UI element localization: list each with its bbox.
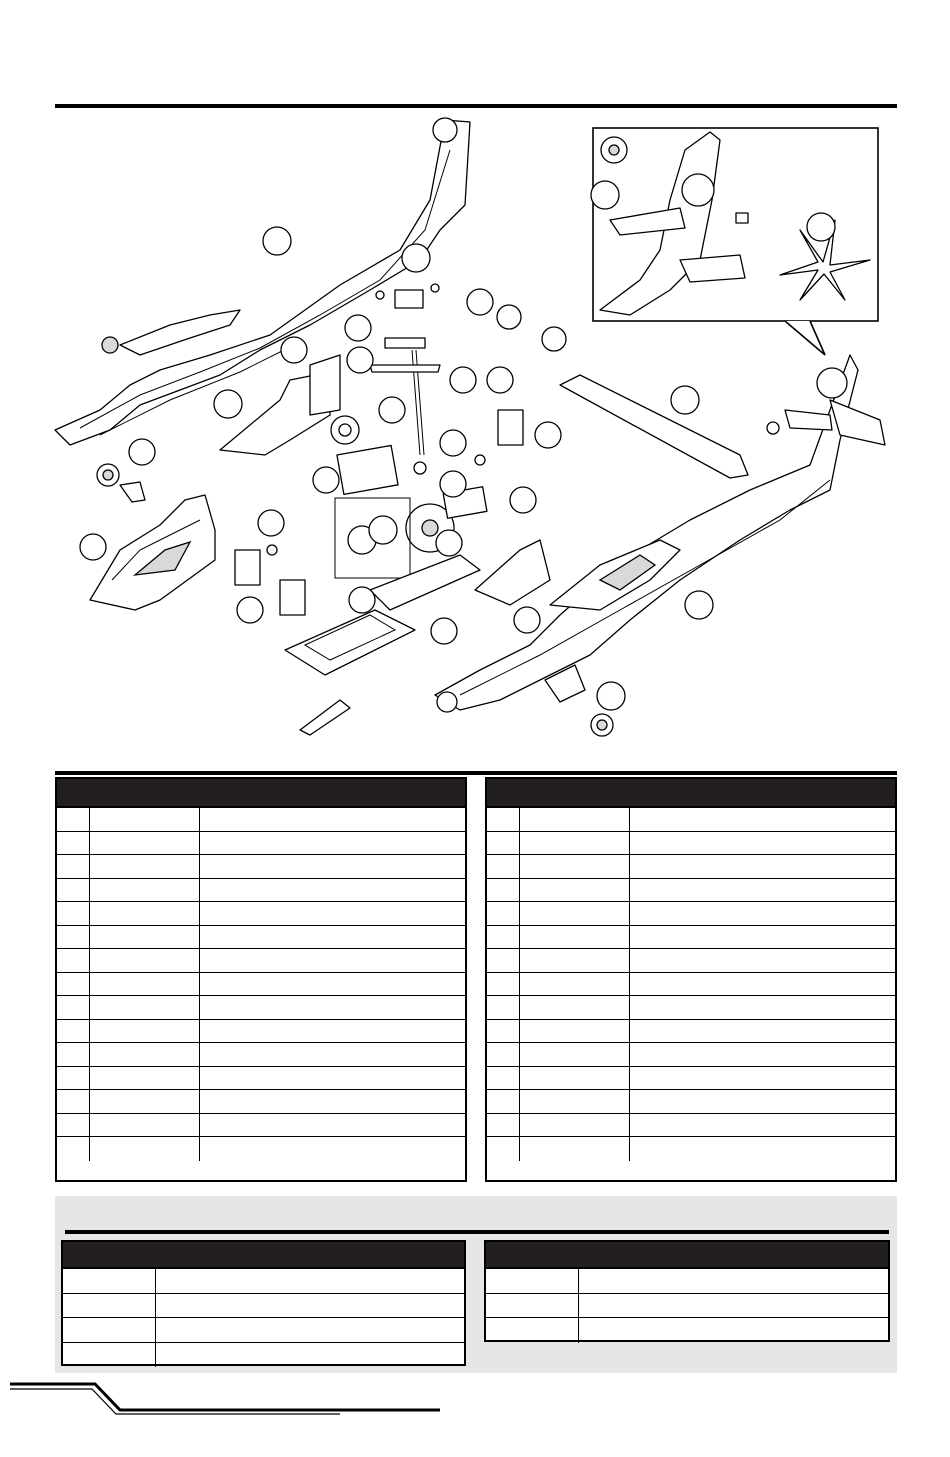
table-row	[487, 1090, 895, 1114]
callout-marker	[431, 618, 457, 644]
footer-decoration	[0, 1372, 450, 1422]
tail-detail-inset	[593, 128, 878, 355]
table-row	[57, 1114, 465, 1138]
callout-marker	[510, 487, 536, 513]
table-row	[63, 1343, 464, 1368]
callout-marker	[258, 510, 284, 536]
callout-marker	[402, 244, 430, 272]
table-row	[57, 1090, 465, 1114]
table-row	[57, 996, 465, 1020]
table-row	[57, 879, 465, 903]
table-row	[57, 808, 465, 832]
table-row	[57, 1137, 465, 1161]
table-row	[487, 996, 895, 1020]
table-row	[486, 1269, 888, 1294]
table-row	[486, 1318, 888, 1343]
callout-marker	[685, 591, 713, 619]
optional-parts-rule	[65, 1230, 889, 1234]
table-header	[486, 1242, 888, 1269]
exploded-view-diagram	[40, 110, 910, 760]
table-row	[487, 1067, 895, 1091]
callout-marker	[671, 386, 699, 414]
callout-marker	[436, 530, 462, 556]
table-row	[487, 1114, 895, 1138]
main-rotor-blade	[560, 375, 748, 478]
table-row	[57, 1067, 465, 1091]
table-row	[487, 1020, 895, 1044]
table-row	[487, 879, 895, 903]
canopy	[90, 495, 215, 610]
table-row	[57, 1020, 465, 1044]
callout-marker	[214, 390, 242, 418]
gear-set	[335, 445, 454, 578]
wheel-left	[97, 464, 145, 502]
table-row	[63, 1294, 464, 1319]
callout-marker	[450, 367, 476, 393]
callout-marker	[591, 181, 619, 209]
parts-table-left	[55, 777, 467, 1182]
table-header	[487, 779, 895, 808]
optional-table-left	[61, 1240, 466, 1366]
optional-parts-panel	[55, 1196, 897, 1373]
callout-marker	[440, 471, 466, 497]
parts-table-right	[485, 777, 897, 1182]
callout-marker	[345, 315, 371, 341]
callout-marker	[497, 305, 521, 329]
callout-marker	[80, 534, 106, 560]
table-row	[487, 855, 895, 879]
callout-marker	[467, 289, 493, 315]
fuselage-frame	[55, 118, 470, 445]
table-row	[63, 1318, 464, 1343]
callout-marker	[313, 467, 339, 493]
callout-marker	[237, 597, 263, 623]
callout-marker	[542, 327, 566, 351]
callout-marker	[807, 213, 835, 241]
table-row	[487, 973, 895, 997]
callout-marker	[514, 607, 540, 633]
callout-marker	[347, 347, 373, 373]
table-row	[57, 926, 465, 950]
table-row	[487, 949, 895, 973]
callout-marker	[440, 430, 466, 456]
table-row	[487, 808, 895, 832]
callout-marker	[263, 227, 291, 255]
table-row	[57, 902, 465, 926]
callout-marker	[281, 337, 307, 363]
callout-marker	[379, 397, 405, 423]
table-row	[57, 973, 465, 997]
table-row	[487, 1137, 895, 1161]
table-header	[63, 1242, 464, 1269]
callout-marker	[129, 439, 155, 465]
header-rule	[55, 104, 897, 108]
table-row	[57, 949, 465, 973]
table-row	[487, 902, 895, 926]
callout-marker	[349, 587, 375, 613]
callout-marker	[597, 682, 625, 710]
table-row	[487, 832, 895, 856]
table-row	[63, 1269, 464, 1294]
mounting-plate	[285, 610, 415, 735]
table-row	[487, 926, 895, 950]
table-row	[487, 1043, 895, 1067]
table-row	[57, 832, 465, 856]
optional-table-right	[484, 1240, 890, 1342]
callout-marker	[487, 367, 513, 393]
parts-section-rule	[55, 771, 897, 775]
table-row	[486, 1294, 888, 1319]
table-row	[57, 855, 465, 879]
rotor-head-assembly	[370, 284, 440, 455]
callout-marker	[535, 422, 561, 448]
table-header	[57, 779, 465, 808]
table-row	[57, 1043, 465, 1067]
